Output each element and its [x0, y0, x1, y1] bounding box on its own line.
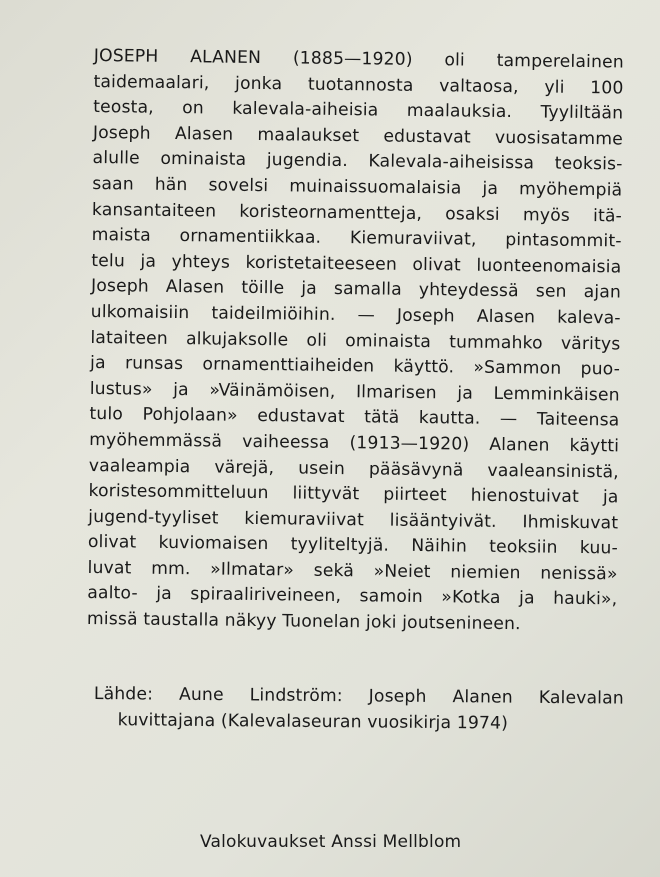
article-text — [87, 44, 624, 639]
source-line: Lähde: Aune Lindström: Joseph Alanen Kalevalan — [93, 683, 624, 709]
source-citation — [94, 682, 624, 738]
article-line: Joseph Alasen töille ja samalla yhteydessä sen ajan — [90, 276, 622, 303]
article-line: koristesommitteluun liittyvät piirteet hienostuivat ja — [88, 481, 619, 508]
article-line: myöhemmässä vaiheessa (1913—1920) Alanen käytti — [89, 429, 620, 457]
photo-credits: Valokuvaukset Anssi Mellblom — [200, 832, 462, 852]
article-line: teosta, on kalevala-aiheisia maalauksia. Tyyliltään — [93, 97, 624, 124]
article-line: kansantaiteen koristeornamenttеja, osaksi myös itä- — [91, 199, 623, 227]
article-line: telu ja yhteys koristetaiteeseen olivat luonteenomaisia — [91, 250, 622, 278]
article-line: tulo Pohjolaan» edustavat tätä kautta. — Taiteensa — [89, 404, 620, 431]
article-line: Joseph Alasen maalaukset edustavat vuosisatamme — [92, 122, 623, 150]
article-line: maista ornamentiikkaa. Kiemuraviivat, pintasommit- — [91, 225, 622, 252]
article-line: luvat mm. »Ilmatar» sekä »Neiet niemien nenissä» — [87, 557, 618, 585]
article-line: olivat kuviomaisen tyyliteltyjä. Näihin teoksiin kuu- — [87, 532, 618, 559]
article-line: vaaleampia värejä, usein pääsävynä vaaleansinistä, — [88, 455, 619, 482]
article-line: JOSEPH ALANEN (1885—1920) oli tamperelainen — [93, 45, 624, 73]
article-line: lustus» ja »Väinämöisen, Ilmarisen ja Lemminkäisen — [89, 378, 620, 406]
article-line: missä taustalla näkyy Tuonelan joki joutsenineen. — [86, 609, 521, 635]
article-line: alulle ominaista jugendia. Kalevala-aiheisissa teoksis- — [92, 148, 623, 175]
source-line: kuvittajana (Kalevalaseuran vuosikirja 1974) — [117, 709, 509, 734]
article-line: ulkomaisiin taideilmiöihin. — Joseph Alasen kaleva- — [90, 301, 621, 329]
article-line: lataiteen alkujaksolle oli ominaista tummahko väritys — [90, 327, 621, 354]
article-line: jugend-tyyliset kiemuraviivat lisääntyivät. Ihmiskuvat — [88, 506, 619, 534]
article-line: ja runsas ornamenttiaiheiden käyttö. »Sammon puo- — [89, 353, 621, 380]
article-line: taidemaalari, jonka tuotannosta valtaosa, yli 100 — [93, 71, 624, 99]
article-line: saan hän sovelsi muinaissuomalaisia ja myöhempiä — [92, 173, 623, 201]
article-line: aalto- ja spiraaliriveineen, samoin »Kotka ja hauki», — [87, 583, 618, 610]
